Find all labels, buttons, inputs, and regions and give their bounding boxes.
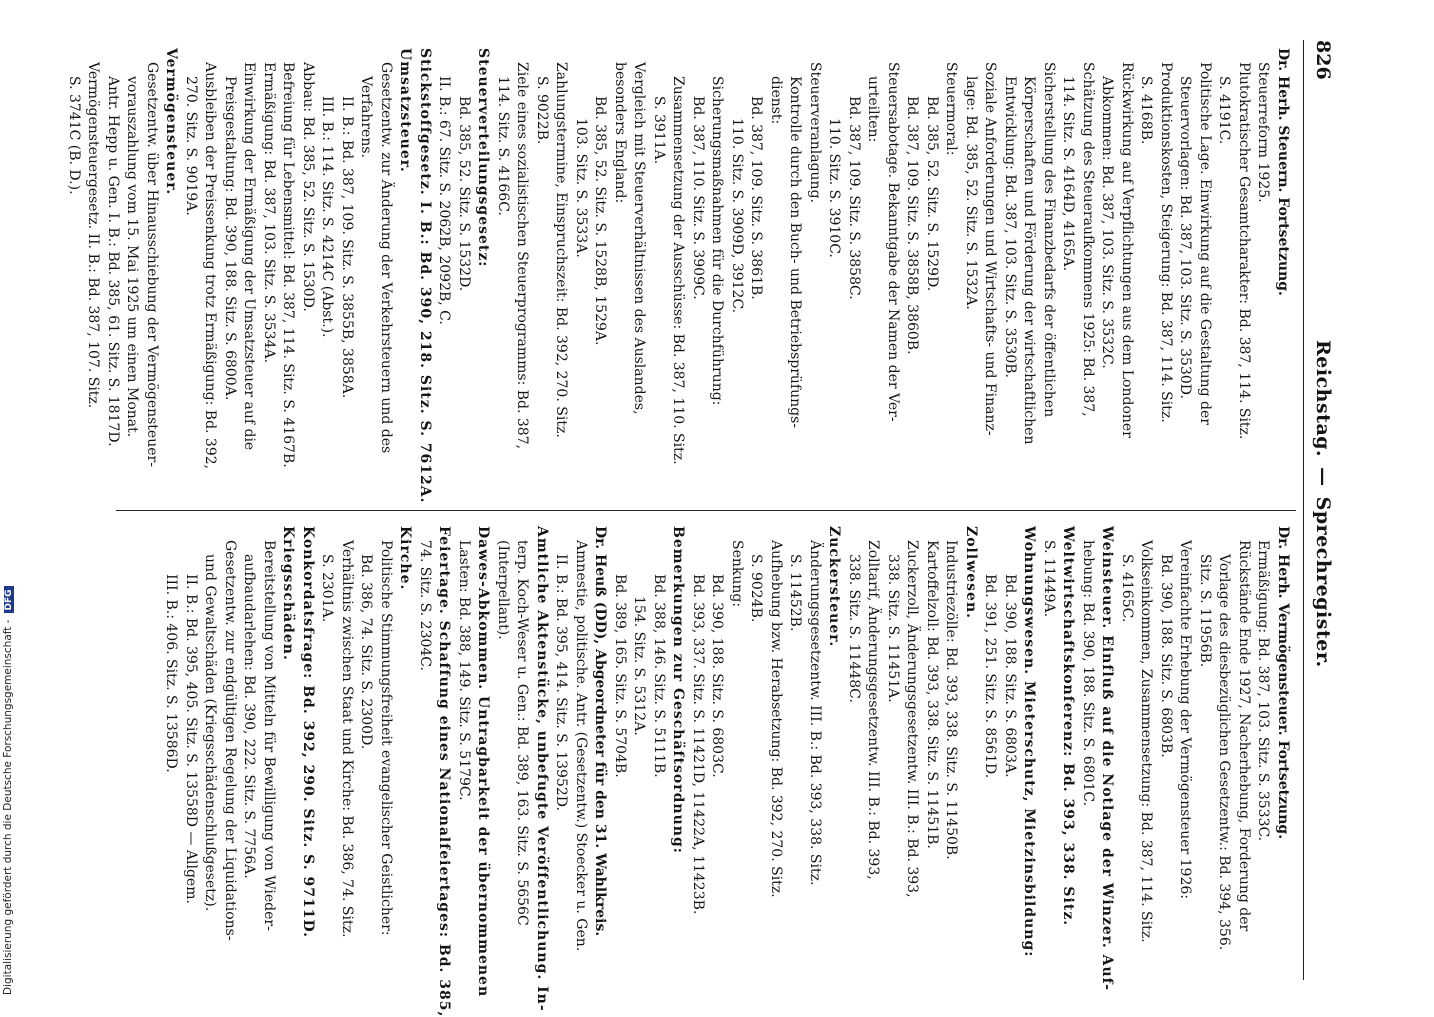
- left-column-entry-line: Bd. 387, 109. Sitz. S. 3858B, 3860B.: [904, 96, 921, 355]
- left-column-entry-line: vorauszahlung vom 15. Mai 1925 um einen Monat.: [124, 76, 141, 438]
- left-column-entry-line: S. 4191C.: [1216, 76, 1233, 145]
- header-rule: [1303, 40, 1304, 980]
- left-column-entry-line: Bd. 385, 52. Sitz. S. 1528B, 1529A.: [592, 96, 609, 346]
- left-column-entry-line: Steuersabotage. Bekanntgabe der Namen der Ver-: [885, 62, 901, 422]
- left-column-entry-line: Dr. Herh. Steuern. Fortsetzung.: [1275, 48, 1291, 296]
- column-divider: [116, 510, 1296, 511]
- right-column-entry-line: Zollwesen.: [963, 526, 979, 619]
- right-column-entry-line: 338. Sitz. S. 11451A.: [885, 554, 901, 703]
- right-column-entry-line: 74. Sitz. S. 2304C.: [417, 540, 433, 671]
- right-column-entry-line: Dr. Heuß (DD), Abgeordneter für den 31. Wahlkreis.: [592, 526, 609, 937]
- right-column-entry-line: Änderungsgesetzentw. III. B.: Bd. 393, 338. Sitz.: [807, 540, 823, 886]
- right-column-entry-line: Sitz. S. 11956B.: [1197, 554, 1213, 668]
- right-column-entry-line: hebung: Bd. 390, 188. Sitz. S. 6801C.: [1080, 540, 1096, 807]
- left-column-entry-line: Verfahrens.: [358, 76, 375, 158]
- left-column-entry-line: Vermögensteuer.: [163, 48, 180, 196]
- right-column-entry-line: Industriezölle: Bd. 393, 338. Sitz. S. 11450B.: [943, 540, 960, 860]
- left-column-entry-line: Körperschaften und Förderung der wirtschaftlichen: [1021, 76, 1038, 445]
- right-column-entry-line: 154. Sitz. S. 5312A.: [631, 596, 648, 736]
- right-column-entry-line: S. 11449A.: [1041, 540, 1057, 618]
- rotated-scanned-page: [66, 40, 1340, 1017]
- credit-text: Digitalisierung gefördert durch die Deutsche Forschungsgemeinschaft -: [2, 619, 14, 995]
- left-column-entry-line: Steuervorlagen: Bd. 387, 103. Sitz. S. 3530D.: [1177, 76, 1194, 399]
- right-column-entry-line: 338. Sitz. S. 11448C.: [846, 554, 862, 703]
- left-column-entry-line: Vergleich mit Steuerverhältnissen des Auslandes,: [631, 62, 648, 415]
- left-column-entry-line: Steuerreform 1925.: [1255, 62, 1272, 203]
- right-column-entry-line: Bd. 389, 165. Sitz. S. 5704B.: [612, 574, 628, 778]
- left-column-entry-line: Befreiung für Lebensmittel: Bd. 387, 114. Sitz. S. 4167B.: [280, 62, 297, 468]
- left-column-entry-line: II. B.: Bd. 387, 109. Sitz. S. 3855B, 3858A.: [339, 96, 355, 399]
- right-column-entry-line: Bereitstellung von Mitteln für Bewilligung von Wieder-: [261, 540, 277, 931]
- left-column-entry-line: Ermäßigung: Bd. 387, 103. Sitz. S. 3534A.: [261, 62, 277, 364]
- right-column-entry-line: Bd. 390, 188. Sitz. S. 6803A.: [1002, 574, 1018, 778]
- page-header: [1300, 40, 1340, 980]
- right-column: [112, 526, 1292, 1017]
- right-column-entry-line: Kartoffelzoll: Bd. 393, 338. Sitz. S. 11451B.: [924, 540, 940, 849]
- left-column-entry-line: lage: Bd. 385, 52. Sitz. S. 1532A.: [963, 76, 979, 310]
- left-column-entry-line: 270. Sitz. S. 9019A.: [183, 76, 199, 216]
- left-column-entry-line: S. 3911A.: [651, 96, 667, 165]
- left-column-entry-line: 114. Sitz. S. 4166C.: [495, 76, 511, 216]
- right-column-entry-line: Bd. 386, 74. Sitz. S. 2300D.: [358, 554, 375, 750]
- left-column-entry-line: Vermögensteuergesetz. II. B.: Bd. 387, 107. Sitz.: [85, 62, 102, 409]
- right-column-entry-line: Kirche.: [397, 526, 414, 591]
- right-column-entry-line: (Interpellant).: [495, 540, 511, 640]
- right-column-entry-line: Senkung:: [729, 540, 745, 608]
- right-column-entry-line: II. B.: Bd. 395, 414. Sitz. S. 13952D.: [553, 554, 570, 811]
- left-column-entry-line: Steuermoral:: [943, 62, 960, 156]
- left-column-entry-line: S. 3741C (B. D.).: [66, 76, 82, 195]
- right-column-entry-line: S. 4165C.: [1119, 554, 1135, 623]
- left-column-entry-line: Sicherungsmaßnahmen für die Durchführung:: [709, 76, 726, 406]
- running-title-separator: —: [1312, 467, 1334, 487]
- right-column-entry-line: III. B.: 406. Sitz. S. 13586D.: [163, 574, 180, 773]
- left-column-entry-line: Stickstoffgesetz. I. B.: Bd. 390, 218. Sitz. S. 7612A.: [417, 48, 433, 504]
- right-column-entry-line: Ermäßigung: Bd. 387, 103. Sitz. S. 3533C.: [1255, 540, 1272, 842]
- left-column-entry-line: 110. Sitz. S. 3909D, 3912C.: [729, 118, 745, 314]
- right-column-entry-line: Amtliche Aktenstücke, unbefugte Veröffentlichung. In-: [534, 526, 550, 1012]
- right-column-entry-line: Bd. 391, 251. Sitz. S. 8561D.: [982, 574, 999, 779]
- left-column-entry-line: Ziele eines sozialistischen Steuerprogramms: Bd. 387,: [514, 62, 531, 450]
- right-column-entry-line: Konkordatsfrage: Bd. 392, 290. Sitz. S. 9711D.: [300, 526, 316, 938]
- right-column-entry-line: S. 9024B.: [748, 554, 765, 623]
- left-column-entry-line: Rückwirkung auf Verpflichtungen aus dem Londoner: [1119, 62, 1135, 438]
- left-column-entry-line: S. 9022B.: [534, 76, 550, 145]
- left-column-entry-line: Politische Lage. Einwirkung auf die Gestaltung der: [1197, 62, 1213, 425]
- right-column-entry-line: Weinsteuer. Einfluß auf die Notlage der Winzer. Auf-: [1099, 526, 1116, 991]
- left-column: [66, 48, 1292, 504]
- left-column-entry-line: Kontrolle durch den Buch- und Betriebsprüfungs-: [787, 76, 804, 429]
- right-column-entry-line: Feiertage. Schaffung eines Nationalfeiertages: Bd. 385,: [436, 526, 453, 1017]
- right-column-entry-line: Lasten: Bd. 388, 149. Sitz. S. 5179C.: [456, 540, 472, 801]
- right-column-entry-line: Gesetzentw. zur endgültigen Regelung der Liquidations-: [222, 540, 238, 941]
- left-column-entry-line: 110. Sitz. S. 3910C.: [826, 118, 843, 258]
- right-column-entry-line: Weltwirtschaftskonferenz: Bd. 393, 338. Sitz.: [1060, 526, 1077, 927]
- left-column-entry-line: Schätzung des Steueraufkommens 1925: Bd. 387,: [1080, 62, 1096, 417]
- left-column-entry-line: III. B.: 114. Sitz. S. 4214C (Abst.).: [319, 96, 336, 338]
- running-title: [1312, 340, 1334, 668]
- left-column-entry-line: besonders England:: [612, 62, 628, 204]
- right-column-entry-line: Vereinfachte Erhebung der Vermögensteuer 1926:: [1177, 540, 1194, 899]
- right-column-entry-line: Rückstände Ende 1927, Nacherhebung, Forderung der: [1236, 540, 1252, 932]
- left-column-entry-line: Steuerverteilungsgesetz:: [475, 48, 492, 268]
- right-column-entry-line: Zuckersteuer.: [826, 526, 843, 648]
- left-column-entry-line: 103. Sitz. S. 3533A.: [573, 118, 589, 258]
- right-column-entry-line: Bd. 390, 188. Sitz. S. 6803C.: [709, 574, 726, 778]
- left-column-entry-line: Zusammensetzung der Ausschüsse: Bd. 387, 110. Sitz.: [670, 76, 687, 465]
- right-column-entry-line: Aufhebung bzw. Herabsetzung: Bd. 392, 270. Sitz.: [768, 540, 784, 898]
- right-column-entry-line: Bd. 388, 146. Sitz. S. 5111B.: [651, 574, 667, 778]
- right-column-entry-line: Bemerkungen zur Geschäftsordnung:: [670, 526, 687, 854]
- left-column-entry-line: Bd. 385, 52. Sitz. S. 1529D.: [924, 96, 940, 292]
- left-column-entry-line: 114. Sitz. S. 4164D, 4165A.: [1060, 76, 1077, 272]
- left-column-entry-line: Soziale Anforderungen und Wirtschafts- und Finanz-: [982, 62, 999, 436]
- left-column-entry-line: Steuerveranlagung.: [807, 62, 823, 203]
- right-column-entry-line: Politische Stimmungsfreiheit evangelischer Geistlicher:: [378, 540, 394, 936]
- right-column-entry-line: Dr. Herh. Vermögensteuer. Fortsetzung.: [1275, 526, 1291, 840]
- right-column-entry-line: Amnestie, politische. Antr. (Gesetzentw.) Stoecker u. Gen.: [573, 540, 589, 952]
- left-column-entry-line: Bd. 385, 52. Sitz. S. 1532D.: [456, 96, 472, 292]
- right-column-entry-line: II. B.: Bd. 395, 405. Sitz. S. 13558D — Allgem.: [183, 574, 199, 904]
- right-column-entry-line: Volkseinkommen, Zusammensetzung: Bd. 387, 114. Sitz.: [1138, 540, 1155, 943]
- running-title-main: Reichstag.: [1312, 340, 1334, 458]
- dfg-logo: DFG: [4, 586, 14, 613]
- left-column-entry-line: dienst:: [768, 76, 784, 125]
- left-column-entry-line: Abkommen: Bd. 387, 103. Sitz. S. 3532C.: [1099, 76, 1116, 369]
- right-column-entry-line: Dawes-Abkommen. Untragbarkeit der übernommenen: [475, 526, 492, 998]
- right-column-entry-line: Zuckerzoll, Änderungsgesetzentw. III. B.: Bd. 393,: [904, 540, 921, 898]
- left-column-entry-line: Umsatzsteuer.: [397, 48, 414, 173]
- left-column-entry-line: Gesetzentw. über Hinausschiebung der Vermögensteuer-: [144, 62, 160, 467]
- left-column-entry-line: Preisgestaltung: Bd. 390, 188. Sitz. S. 6800A.: [222, 76, 238, 401]
- left-column-entry-line: Entwicklung: Bd. 387, 103. Sitz. S. 3530B.: [1002, 76, 1018, 379]
- left-column-entry-line: Zahlungstermine, Einspruchszeit: Bd. 392, 270. Sitz.: [553, 62, 570, 438]
- left-column-entry-line: Sicherstellung des Finanzbedarfs der öffentlichen: [1041, 62, 1057, 418]
- left-column-entry-line: Bd. 387, 109. Sitz. S. 3858C.: [846, 96, 862, 300]
- left-column-entry-line: Bd. 387, 110. Sitz. S. 3909C.: [690, 96, 706, 300]
- left-column-entry-line: Abbau: Bd. 385, 52. Sitz. S. 1530D.: [300, 62, 316, 312]
- right-column-entry-line: Bd. 390, 188. Sitz. S. 6803B.: [1158, 554, 1174, 758]
- page-number: 826: [1312, 40, 1334, 80]
- right-column-entry-line: Verhältnis zwischen Staat und Kirche: Bd. 386, 74. Sitz.: [339, 540, 355, 938]
- left-column-entry-line: urteilten:: [865, 76, 882, 143]
- right-column-entry-line: Wohnungswesen. Mieterschutz, Mietzinsbildung:: [1021, 526, 1038, 958]
- left-column-entry-line: Gesetzentw. zur Änderung der Verkehrsteuern und des: [378, 62, 394, 454]
- right-column-entry-line: terp. Koch-Weser u. Gen.: Bd. 389, 163. Sitz. S. 5656C: [514, 540, 531, 926]
- right-column-entry-line: Bd. 393, 337. Sitz. S. 11421D, 11422A, 11423B.: [690, 574, 706, 915]
- left-column-entry-line: Produktionskosten, Steigerung: Bd. 387, 114. Sitz.: [1158, 62, 1174, 423]
- right-column-entry-line: Vorlage des diesbezüglichen Gesetzentw.: Bd. 394, 356.: [1216, 554, 1233, 951]
- left-column-entry-line: Ausbleiben der Preissenkung trotz Ermäßigung: Bd. 392,: [202, 62, 219, 470]
- right-column-entry-line: S. 11452B.: [787, 554, 804, 632]
- left-column-entry-line: Einwirkung der Ermäßigung der Umsatzsteuer auf die: [241, 62, 258, 451]
- right-column-entry-line: Kriegsschäden.: [280, 526, 297, 661]
- right-column-entry-line: und Gewaltschäden (Kriegsschädenschlußgesetz).: [202, 554, 219, 912]
- right-column-entry-line: S. 2301A.: [319, 554, 336, 623]
- left-column-entry-line: Plutokratischer Gesamtcharakter: Bd. 387, 114. Sitz.: [1236, 62, 1252, 440]
- right-column-entry-line: aufbaudarlehen: Bd. 390, 222. Sitz. S. 7756A.: [241, 554, 258, 879]
- running-title-sub: Sprechregister.: [1312, 496, 1334, 668]
- left-column-entry-line: Bd. 387, 109. Sitz. S. 3861B.: [748, 96, 765, 300]
- left-column-entry-line: II. B.: 67. Sitz. S. 2062B, 2092B, C.: [436, 76, 453, 325]
- left-column-entry-line: S. 4168B.: [1138, 76, 1155, 145]
- right-column-entry-line: Zolltarif, Änderungsgesetzentw. III. B.: Bd. 393,: [865, 540, 882, 880]
- left-column-entry-line: Antr. Hepp u. Gen. I. B.: Bd. 385, 61. Sitz. S. 1817D.: [105, 76, 121, 447]
- digitization-credit: [2, 5, 16, 995]
